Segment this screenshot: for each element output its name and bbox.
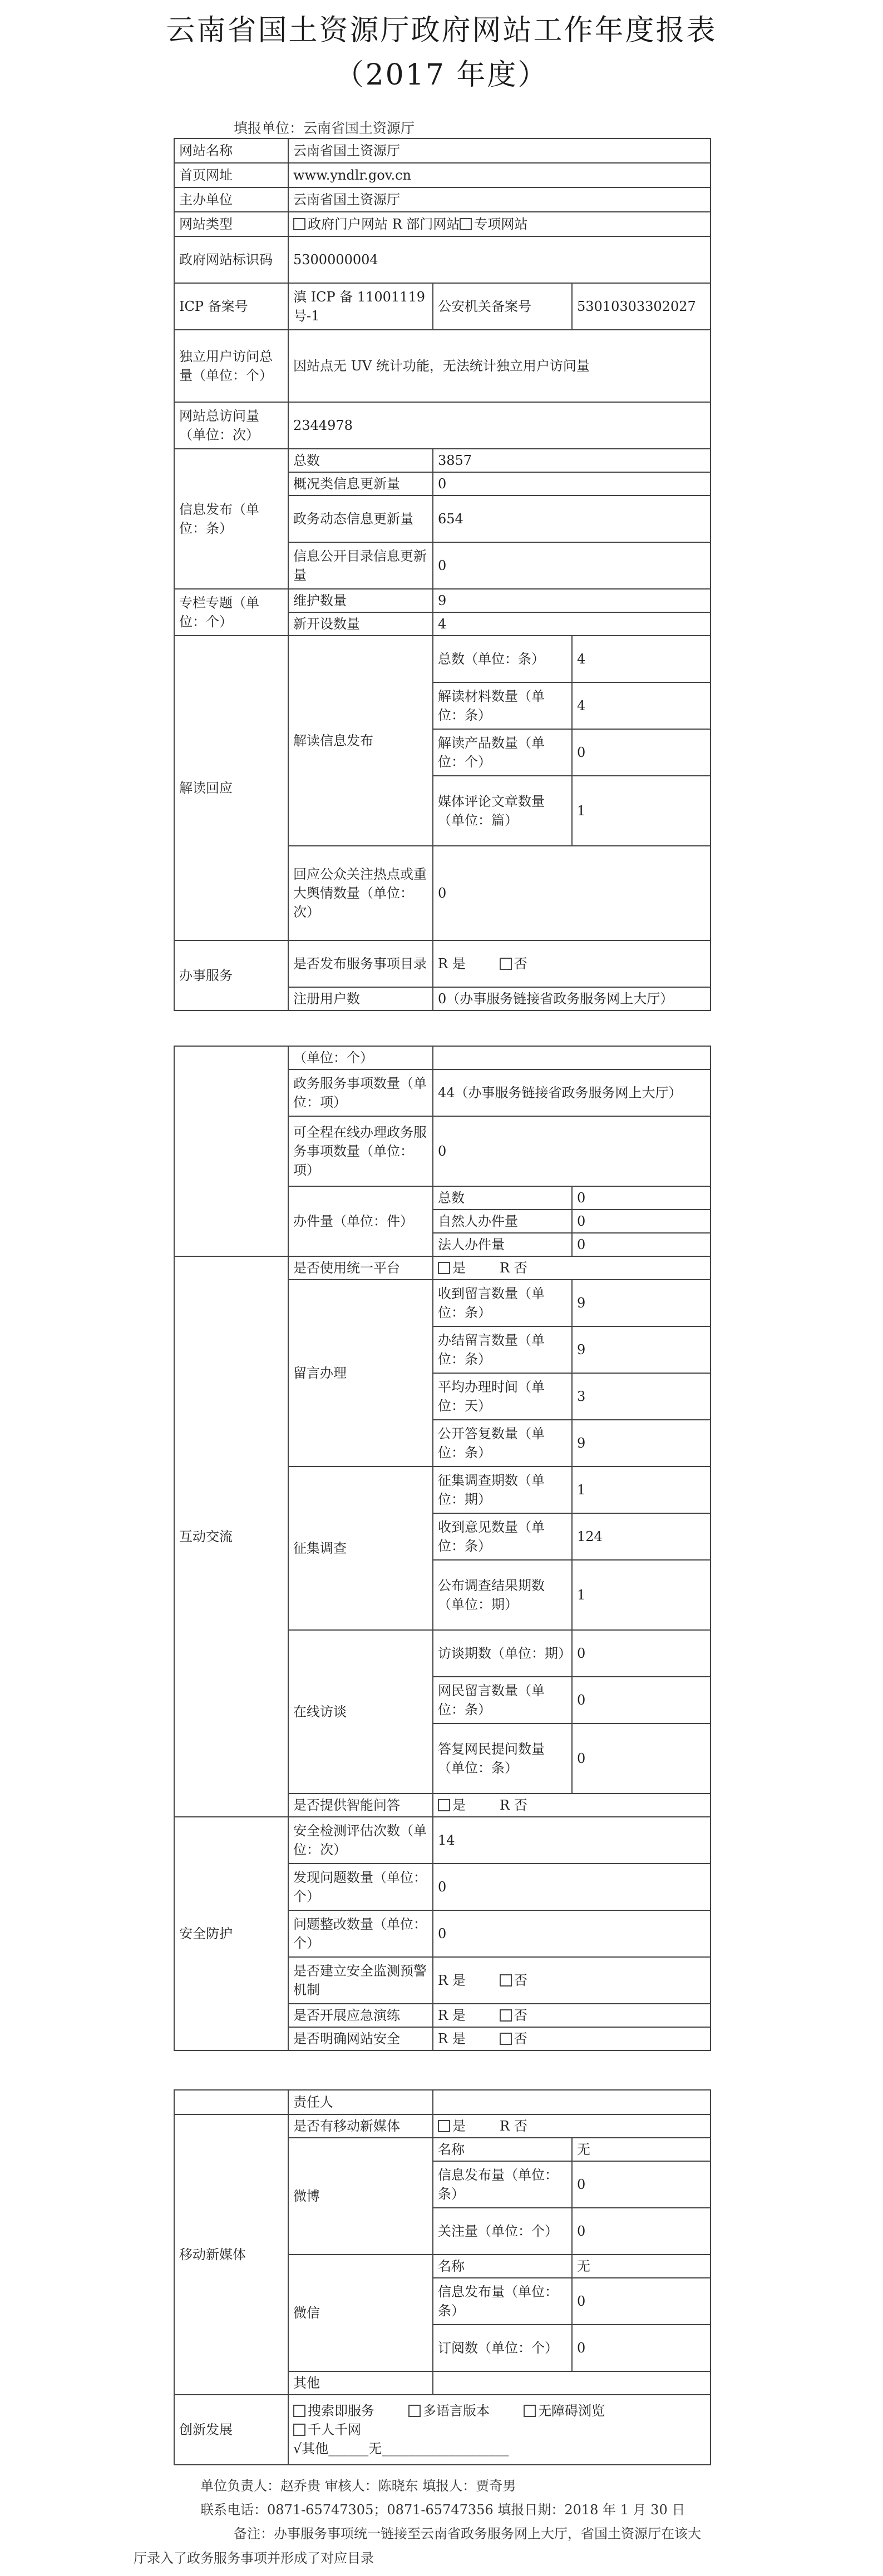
survey-label: 收到意见数量（单位：条） bbox=[433, 1513, 572, 1560]
interpret-value: 1 bbox=[572, 776, 711, 846]
info-label: 总数 bbox=[288, 449, 433, 472]
survey-label: 征集调查期数（单位：期） bbox=[433, 1467, 572, 1513]
checkbox-icon bbox=[500, 958, 512, 970]
info-label: 信息公开目录信息更新量 bbox=[288, 542, 433, 589]
resp-cont-label: 责任人 bbox=[288, 2090, 433, 2114]
info-publish-group: 信息发布（单位：条） bbox=[174, 449, 288, 589]
other-label: 其他 bbox=[288, 2371, 433, 2395]
handle-label: 自然人办件量 bbox=[433, 1210, 572, 1233]
wechat-value: 无 bbox=[572, 2255, 711, 2278]
interpret-label: 总数（单位：条） bbox=[433, 636, 572, 682]
msg-label: 办结留言数量（单位：条） bbox=[433, 1326, 572, 1373]
survey-label: 公布调查结果期数（单位：期） bbox=[433, 1560, 572, 1630]
report-title: 云南省国土资源厅政府网站工作年度报表 bbox=[166, 14, 717, 47]
service-group: 办事服务 bbox=[174, 940, 288, 1010]
survey-value: 1 bbox=[572, 1560, 711, 1630]
check-mark-icon: √ bbox=[293, 2441, 302, 2456]
msg-group: 留言办理 bbox=[288, 1280, 433, 1467]
site-name-label: 网站名称 bbox=[174, 138, 288, 163]
weibo-value: 0 bbox=[572, 2161, 711, 2208]
has-mobile-options: 是 R 否 bbox=[433, 2114, 711, 2138]
handle-value: 0 bbox=[572, 1210, 711, 1233]
host-unit-label: 主办单位 bbox=[174, 187, 288, 212]
column-value: 9 bbox=[433, 589, 711, 612]
police-value: 53010303302027 bbox=[572, 283, 711, 330]
security-value: 0 bbox=[433, 1910, 711, 1957]
site-name-value: 云南省国土资源厅 bbox=[288, 138, 711, 163]
report-table-page2 bbox=[174, 1046, 711, 2051]
pv-value: 2344978 bbox=[288, 402, 711, 449]
reg-users-value: 0（办事服务链接省政务服务网上大厅） bbox=[433, 987, 711, 1010]
msg-label: 收到留言数量（单位：条） bbox=[433, 1280, 572, 1326]
msg-value: 9 bbox=[572, 1326, 711, 1373]
hot-response-label: 回应公众关注热点或重大舆情数量（单位：次） bbox=[288, 846, 433, 940]
wechat-label: 订阅数（单位：个） bbox=[433, 2325, 572, 2371]
interpret-group: 解读回应 bbox=[174, 636, 288, 940]
monitor-options: R 是 否 bbox=[433, 1957, 711, 2004]
monitor-label: 是否建立安全监测预警机制 bbox=[288, 1957, 433, 2004]
interpret-label: 解读产品数量（单位：个） bbox=[433, 729, 572, 776]
checked-mark: R bbox=[438, 956, 448, 972]
wechat-group: 微信 bbox=[288, 2255, 433, 2371]
column-label: 新开设数量 bbox=[288, 612, 433, 636]
site-type-label: 网站类型 bbox=[174, 212, 288, 236]
host-unit-value: 云南省国土资源厅 bbox=[288, 187, 711, 212]
interpret-label: 解读材料数量（单位：条） bbox=[433, 682, 572, 729]
checkbox-icon bbox=[438, 1262, 450, 1274]
drill-label: 是否开展应急演练 bbox=[288, 2004, 433, 2027]
online-items-label: 可全程在线办理政务服务事项数量（单位：项） bbox=[288, 1116, 433, 1186]
checkbox-icon bbox=[524, 2405, 536, 2417]
mobile-group: 移动新媒体 bbox=[174, 2114, 288, 2395]
service-publish-options: R 是 否 bbox=[433, 940, 711, 987]
wechat-label: 信息发布量（单位：条） bbox=[433, 2278, 572, 2325]
uv-label: 独立用户访问总量（单位：个） bbox=[174, 330, 288, 402]
interpret-value: 4 bbox=[572, 682, 711, 729]
has-mobile-label: 是否有移动新媒体 bbox=[288, 2114, 433, 2138]
checked-mark: R bbox=[500, 2118, 510, 2134]
column-label: 维护数量 bbox=[288, 589, 433, 612]
checkbox-icon bbox=[293, 2424, 305, 2436]
platform-options: 是 R 否 bbox=[433, 1256, 711, 1280]
innovation-group: 创新发展 bbox=[174, 2395, 288, 2465]
checked-mark: R bbox=[500, 1260, 510, 1276]
wechat-label: 名称 bbox=[433, 2255, 572, 2278]
resp-options: R 是 否 bbox=[433, 2027, 711, 2050]
interpret-subgroup: 解读信息发布 bbox=[288, 636, 433, 846]
info-label: 政务动态信息更新量 bbox=[288, 496, 433, 542]
weibo-label: 名称 bbox=[433, 2138, 572, 2161]
weibo-label: 关注量（单位：个） bbox=[433, 2208, 572, 2255]
interpret-value: 0 bbox=[572, 729, 711, 776]
interact-group: 互动交流 bbox=[174, 1256, 288, 1817]
handle-label: 法人办件量 bbox=[433, 1233, 572, 1256]
msg-value: 9 bbox=[572, 1420, 711, 1467]
service-items-value: 44（办事服务链接省政务服务网上大厅） bbox=[433, 1069, 711, 1116]
innovation-options: 搜索即服务 多语言版本 无障碍浏览 千人千网 √其他______无___________________ bbox=[288, 2395, 711, 2465]
reg-users-unit: （单位：个） bbox=[288, 1046, 433, 1069]
qa-options: 是 R 否 bbox=[433, 1794, 711, 1817]
report-year: （2017 年度） bbox=[334, 58, 549, 92]
info-label: 概况类信息更新量 bbox=[288, 472, 433, 496]
reg-users-label: 注册用户数 bbox=[288, 987, 433, 1010]
qa-label: 是否提供智能问答 bbox=[288, 1794, 433, 1817]
reporting-unit: 填报单位：云南省国土资源厅 bbox=[234, 120, 415, 136]
hot-response-value: 0 bbox=[433, 846, 711, 940]
survey-group: 征集调查 bbox=[288, 1467, 433, 1630]
checkbox-icon bbox=[500, 2033, 512, 2045]
report-table-page1 bbox=[174, 138, 711, 1011]
checkbox-icon bbox=[460, 218, 472, 230]
info-value: 3857 bbox=[433, 449, 711, 472]
checked-mark: R bbox=[438, 2008, 448, 2023]
handle-value: 0 bbox=[572, 1233, 711, 1256]
weibo-value: 无 bbox=[572, 2138, 711, 2161]
security-group: 安全防护 bbox=[174, 1817, 288, 2050]
info-value: 0 bbox=[433, 472, 711, 496]
info-value: 654 bbox=[433, 496, 711, 542]
handle-group: 办件量（单位：件） bbox=[288, 1186, 433, 1256]
footer-contact: 联系电话：0871-65747305；0871-65747356 填报日期：2018 年 1 月 30 日 bbox=[200, 2502, 685, 2518]
talk-group: 在线访谈 bbox=[288, 1630, 433, 1794]
msg-value: 9 bbox=[572, 1280, 711, 1326]
column-value: 4 bbox=[433, 612, 711, 636]
footer-note-cont: 厅录入了政务服务事项并形成了对应目录 bbox=[134, 2550, 374, 2566]
interpret-label: 媒体评论文章数量（单位：篇） bbox=[433, 776, 572, 846]
weibo-group: 微博 bbox=[288, 2138, 433, 2255]
column-group: 专栏专题（单位：个） bbox=[174, 589, 288, 636]
talk-label: 网民留言数量（单位：条） bbox=[433, 1677, 572, 1723]
msg-label: 平均办理时间（单位：天） bbox=[433, 1373, 572, 1420]
checkbox-icon bbox=[293, 218, 305, 230]
site-type-options: 政府门户网站 R 部门网站 专项网站 bbox=[288, 212, 711, 236]
survey-value: 1 bbox=[572, 1467, 711, 1513]
footer-signers: 单位负责人：赵乔贵 审核人：陈晓东 填报人：贾奇男 bbox=[200, 2478, 516, 2494]
talk-value: 0 bbox=[572, 1677, 711, 1723]
handle-label: 总数 bbox=[433, 1186, 572, 1210]
uv-value: 因站点无 UV 统计功能，无法统计独立用户访问量 bbox=[288, 330, 711, 402]
talk-label: 答复网民提问数量（单位：条） bbox=[433, 1723, 572, 1794]
interpret-value: 4 bbox=[572, 636, 711, 682]
security-label: 问题整改数量（单位：个） bbox=[288, 1910, 433, 1957]
handle-value: 0 bbox=[572, 1186, 711, 1210]
security-label: 发现问题数量（单位：个） bbox=[288, 1864, 433, 1910]
site-id-value: 5300000004 bbox=[288, 236, 711, 283]
weibo-label: 信息发布量（单位：条） bbox=[433, 2161, 572, 2208]
checkbox-icon bbox=[438, 2120, 450, 2132]
icp-value: 滇 ICP 备 11001119 号-1 bbox=[288, 283, 433, 330]
site-id-label: 政府网站标识码 bbox=[174, 236, 288, 283]
service-publish-label: 是否发布服务事项目录 bbox=[288, 940, 433, 987]
checkbox-icon bbox=[500, 1974, 512, 1987]
report-table-page3 bbox=[174, 2089, 711, 2465]
wechat-value: 0 bbox=[572, 2278, 711, 2325]
checkbox-icon bbox=[500, 2009, 512, 2022]
innovation-other: 其他______无___________________ bbox=[302, 2441, 509, 2456]
footer-note: 备注：办事服务事项统一链接至云南省政务服务网上大厅，省国土资源厅在该大 bbox=[234, 2526, 701, 2542]
checkbox-icon bbox=[408, 2405, 421, 2417]
security-value: 14 bbox=[433, 1817, 711, 1864]
icp-label: ICP 备案号 bbox=[174, 283, 288, 330]
msg-label: 公开答复数量（单位：条） bbox=[433, 1420, 572, 1467]
online-items-value: 0 bbox=[433, 1116, 711, 1186]
survey-value: 124 bbox=[572, 1513, 711, 1560]
checked-mark: R bbox=[438, 2031, 448, 2047]
security-label: 安全检测评估次数（单位：次） bbox=[288, 1817, 433, 1864]
info-value: 0 bbox=[433, 542, 711, 589]
wechat-value: 0 bbox=[572, 2325, 711, 2371]
service-group-cont bbox=[174, 1046, 288, 1256]
checked-mark: R bbox=[500, 1797, 510, 1813]
police-label: 公安机关备案号 bbox=[433, 283, 572, 330]
platform-label: 是否使用统一平台 bbox=[288, 1256, 433, 1280]
checkbox-icon bbox=[438, 1799, 450, 1811]
pv-label: 网站总访问量（单位：次） bbox=[174, 402, 288, 449]
weibo-value: 0 bbox=[572, 2208, 711, 2255]
talk-label: 访谈期数（单位：期） bbox=[433, 1630, 572, 1677]
msg-value: 3 bbox=[572, 1373, 711, 1420]
checked-mark: R bbox=[392, 216, 402, 232]
home-url-label: 首页网址 bbox=[174, 163, 288, 187]
checkbox-icon bbox=[293, 2405, 305, 2417]
talk-value: 0 bbox=[572, 1630, 711, 1677]
checked-mark: R bbox=[438, 1973, 448, 1988]
drill-options: R 是 否 bbox=[433, 2004, 711, 2027]
service-items-label: 政务服务事项数量（单位：项） bbox=[288, 1069, 433, 1116]
home-url-value: www.yndlr.gov.cn bbox=[288, 163, 711, 187]
resp-label: 是否明确网站安全 bbox=[288, 2027, 433, 2050]
security-value: 0 bbox=[433, 1864, 711, 1910]
talk-value: 0 bbox=[572, 1723, 711, 1794]
